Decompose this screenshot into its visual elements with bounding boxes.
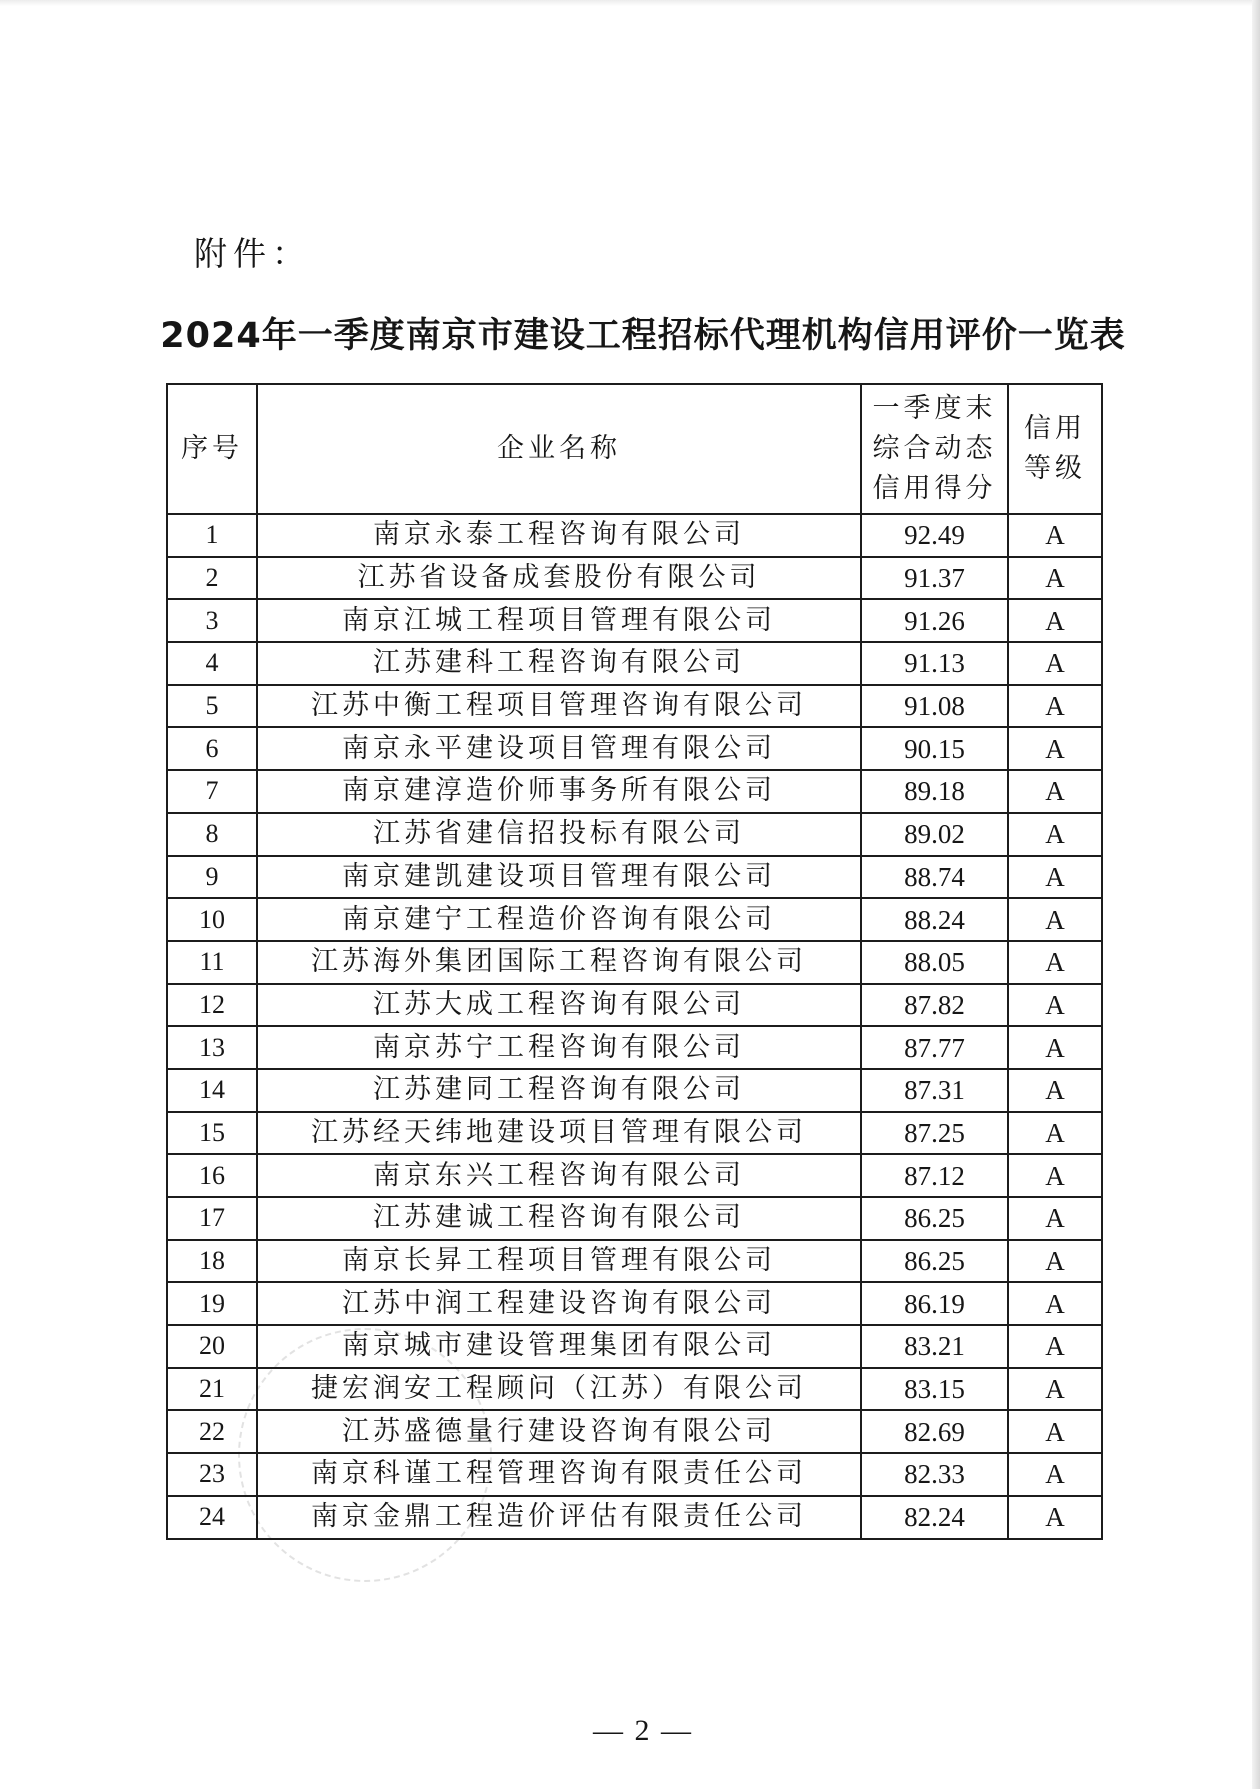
row-index-cell: 9 bbox=[167, 856, 257, 899]
attachment-label: 附件： bbox=[194, 234, 311, 273]
row-score-cell: 86.25 bbox=[861, 1240, 1008, 1283]
row-grade-cell: A bbox=[1008, 1282, 1102, 1325]
row-score-cell: 88.74 bbox=[861, 856, 1008, 899]
row-grade-cell: A bbox=[1008, 727, 1102, 770]
table-row bbox=[167, 1325, 1102, 1368]
row-index-cell: 4 bbox=[167, 642, 257, 685]
row-grade-cell: A bbox=[1008, 1154, 1102, 1197]
row-grade-cell: A bbox=[1008, 813, 1102, 856]
row-grade-cell: A bbox=[1008, 1197, 1102, 1240]
row-grade-cell: A bbox=[1008, 856, 1102, 899]
row-company-name-cell: 南京长昇工程项目管理有限公司 bbox=[257, 1240, 861, 1283]
row-index-cell: 18 bbox=[167, 1240, 257, 1283]
row-score-cell: 90.15 bbox=[861, 727, 1008, 770]
row-grade-cell: A bbox=[1008, 642, 1102, 685]
row-score-cell: 82.69 bbox=[861, 1410, 1008, 1453]
row-company-name-cell: 江苏中衡工程项目管理咨询有限公司 bbox=[257, 685, 861, 728]
credit-rating-table bbox=[166, 383, 1103, 1540]
row-grade-cell: A bbox=[1008, 1325, 1102, 1368]
row-score-cell: 89.18 bbox=[861, 770, 1008, 813]
table-row bbox=[167, 1112, 1102, 1155]
row-grade-cell: A bbox=[1008, 941, 1102, 984]
table-row bbox=[167, 770, 1102, 813]
row-grade-cell: A bbox=[1008, 770, 1102, 813]
row-index-cell: 10 bbox=[167, 898, 257, 941]
header-grade-line2: 等级 bbox=[1024, 453, 1086, 484]
table-row bbox=[167, 685, 1102, 728]
row-index-cell: 13 bbox=[167, 1026, 257, 1069]
header-grade bbox=[1008, 384, 1102, 514]
header-score bbox=[861, 384, 1008, 514]
row-score-cell: 88.05 bbox=[861, 941, 1008, 984]
row-grade-cell: A bbox=[1008, 1240, 1102, 1283]
table-row bbox=[167, 941, 1102, 984]
row-grade-cell: A bbox=[1008, 1453, 1102, 1496]
scan-page-edge bbox=[1252, 0, 1260, 1789]
table-row bbox=[167, 984, 1102, 1027]
row-company-name-cell: 南京建淳造价师事务所有限公司 bbox=[257, 770, 861, 813]
row-company-name-cell: 南京建宁工程造价咨询有限公司 bbox=[257, 898, 861, 941]
table-row bbox=[167, 1453, 1102, 1496]
header-score-line1: 一季度末 bbox=[872, 393, 997, 424]
table-row bbox=[167, 1496, 1102, 1539]
scan-top-shadow bbox=[0, 0, 1260, 6]
row-index-cell: 16 bbox=[167, 1154, 257, 1197]
row-company-name-cell: 南京永泰工程咨询有限公司 bbox=[257, 514, 861, 557]
table-row bbox=[167, 1197, 1102, 1240]
row-index-cell: 24 bbox=[167, 1496, 257, 1539]
row-company-name-cell: 捷宏润安工程顾问（江苏）有限公司 bbox=[257, 1368, 861, 1411]
table-row bbox=[167, 727, 1102, 770]
row-index-cell: 11 bbox=[167, 941, 257, 984]
row-company-name-cell: 江苏省建信招投标有限公司 bbox=[257, 813, 861, 856]
table-row bbox=[167, 813, 1102, 856]
row-grade-cell: A bbox=[1008, 984, 1102, 1027]
document-title: 2024年一季度南京市建设工程招标代理机构信用评价一览表 bbox=[160, 316, 1126, 356]
row-index-cell: 2 bbox=[167, 557, 257, 600]
row-index-cell: 22 bbox=[167, 1410, 257, 1453]
row-company-name-cell: 江苏建科工程咨询有限公司 bbox=[257, 642, 861, 685]
row-score-cell: 82.33 bbox=[861, 1453, 1008, 1496]
row-index-cell: 20 bbox=[167, 1325, 257, 1368]
table-body bbox=[167, 514, 1102, 1539]
table-row bbox=[167, 1368, 1102, 1411]
row-grade-cell: A bbox=[1008, 557, 1102, 600]
row-grade-cell: A bbox=[1008, 1410, 1102, 1453]
row-company-name-cell: 南京城市建设管理集团有限公司 bbox=[257, 1325, 861, 1368]
row-score-cell: 87.12 bbox=[861, 1154, 1008, 1197]
row-index-cell: 19 bbox=[167, 1282, 257, 1325]
row-score-cell: 86.19 bbox=[861, 1282, 1008, 1325]
row-grade-cell: A bbox=[1008, 1112, 1102, 1155]
row-index-cell: 15 bbox=[167, 1112, 257, 1155]
row-company-name-cell: 江苏海外集团国际工程咨询有限公司 bbox=[257, 941, 861, 984]
row-company-name-cell: 江苏省设备成套股份有限公司 bbox=[257, 557, 861, 600]
row-index-cell: 21 bbox=[167, 1368, 257, 1411]
row-company-name-cell: 江苏建诚工程咨询有限公司 bbox=[257, 1197, 861, 1240]
row-score-cell: 89.02 bbox=[861, 813, 1008, 856]
table-row bbox=[167, 898, 1102, 941]
row-company-name-cell: 江苏建同工程咨询有限公司 bbox=[257, 1069, 861, 1112]
row-index-cell: 1 bbox=[167, 514, 257, 557]
table-row bbox=[167, 1410, 1102, 1453]
row-score-cell: 91.37 bbox=[861, 557, 1008, 600]
row-score-cell: 88.24 bbox=[861, 898, 1008, 941]
row-index-cell: 6 bbox=[167, 727, 257, 770]
header-index: 序号 bbox=[167, 384, 257, 514]
table-row bbox=[167, 1069, 1102, 1112]
row-grade-cell: A bbox=[1008, 1026, 1102, 1069]
page-number: — 2 — bbox=[593, 1714, 693, 1747]
row-score-cell: 87.31 bbox=[861, 1069, 1008, 1112]
table-row bbox=[167, 599, 1102, 642]
row-index-cell: 3 bbox=[167, 599, 257, 642]
row-score-cell: 87.25 bbox=[861, 1112, 1008, 1155]
table-row bbox=[167, 1282, 1102, 1325]
row-company-name-cell: 南京科谨工程管理咨询有限责任公司 bbox=[257, 1453, 861, 1496]
row-score-cell: 82.24 bbox=[861, 1496, 1008, 1539]
table-row bbox=[167, 856, 1102, 899]
table-header-row bbox=[167, 384, 1102, 514]
row-grade-cell: A bbox=[1008, 1368, 1102, 1411]
row-company-name-cell: 南京金鼎工程造价评估有限责任公司 bbox=[257, 1496, 861, 1539]
row-score-cell: 87.82 bbox=[861, 984, 1008, 1027]
header-company-name: 企业名称 bbox=[257, 384, 861, 514]
row-company-name-cell: 南京永平建设项目管理有限公司 bbox=[257, 727, 861, 770]
row-company-name-cell: 江苏盛德量行建设咨询有限公司 bbox=[257, 1410, 861, 1453]
row-grade-cell: A bbox=[1008, 1069, 1102, 1112]
row-score-cell: 91.08 bbox=[861, 685, 1008, 728]
row-grade-cell: A bbox=[1008, 1496, 1102, 1539]
row-index-cell: 14 bbox=[167, 1069, 257, 1112]
row-score-cell: 86.25 bbox=[861, 1197, 1008, 1240]
row-company-name-cell: 南京建凯建设项目管理有限公司 bbox=[257, 856, 861, 899]
row-index-cell: 7 bbox=[167, 770, 257, 813]
row-company-name-cell: 南京东兴工程咨询有限公司 bbox=[257, 1154, 861, 1197]
row-score-cell: 91.13 bbox=[861, 642, 1008, 685]
table-row bbox=[167, 1154, 1102, 1197]
row-score-cell: 92.49 bbox=[861, 514, 1008, 557]
row-score-cell: 83.21 bbox=[861, 1325, 1008, 1368]
table-row bbox=[167, 557, 1102, 600]
row-index-cell: 5 bbox=[167, 685, 257, 728]
table-row bbox=[167, 1240, 1102, 1283]
row-score-cell: 91.26 bbox=[861, 599, 1008, 642]
header-score-line3: 信用得分 bbox=[872, 473, 997, 504]
row-company-name-cell: 南京苏宁工程咨询有限公司 bbox=[257, 1026, 861, 1069]
row-company-name-cell: 江苏经天纬地建设项目管理有限公司 bbox=[257, 1112, 861, 1155]
row-score-cell: 83.15 bbox=[861, 1368, 1008, 1411]
header-grade-line1: 信用 bbox=[1024, 413, 1086, 444]
row-index-cell: 17 bbox=[167, 1197, 257, 1240]
table-row bbox=[167, 514, 1102, 557]
row-score-cell: 87.77 bbox=[861, 1026, 1008, 1069]
row-company-name-cell: 江苏中润工程建设咨询有限公司 bbox=[257, 1282, 861, 1325]
row-index-cell: 8 bbox=[167, 813, 257, 856]
row-company-name-cell: 南京江城工程项目管理有限公司 bbox=[257, 599, 861, 642]
header-score-line2: 综合动态 bbox=[872, 433, 997, 464]
table-row bbox=[167, 1026, 1102, 1069]
row-grade-cell: A bbox=[1008, 685, 1102, 728]
row-index-cell: 23 bbox=[167, 1453, 257, 1496]
row-index-cell: 12 bbox=[167, 984, 257, 1027]
row-grade-cell: A bbox=[1008, 599, 1102, 642]
row-company-name-cell: 江苏大成工程咨询有限公司 bbox=[257, 984, 861, 1027]
table-row bbox=[167, 642, 1102, 685]
row-grade-cell: A bbox=[1008, 898, 1102, 941]
row-grade-cell: A bbox=[1008, 514, 1102, 557]
